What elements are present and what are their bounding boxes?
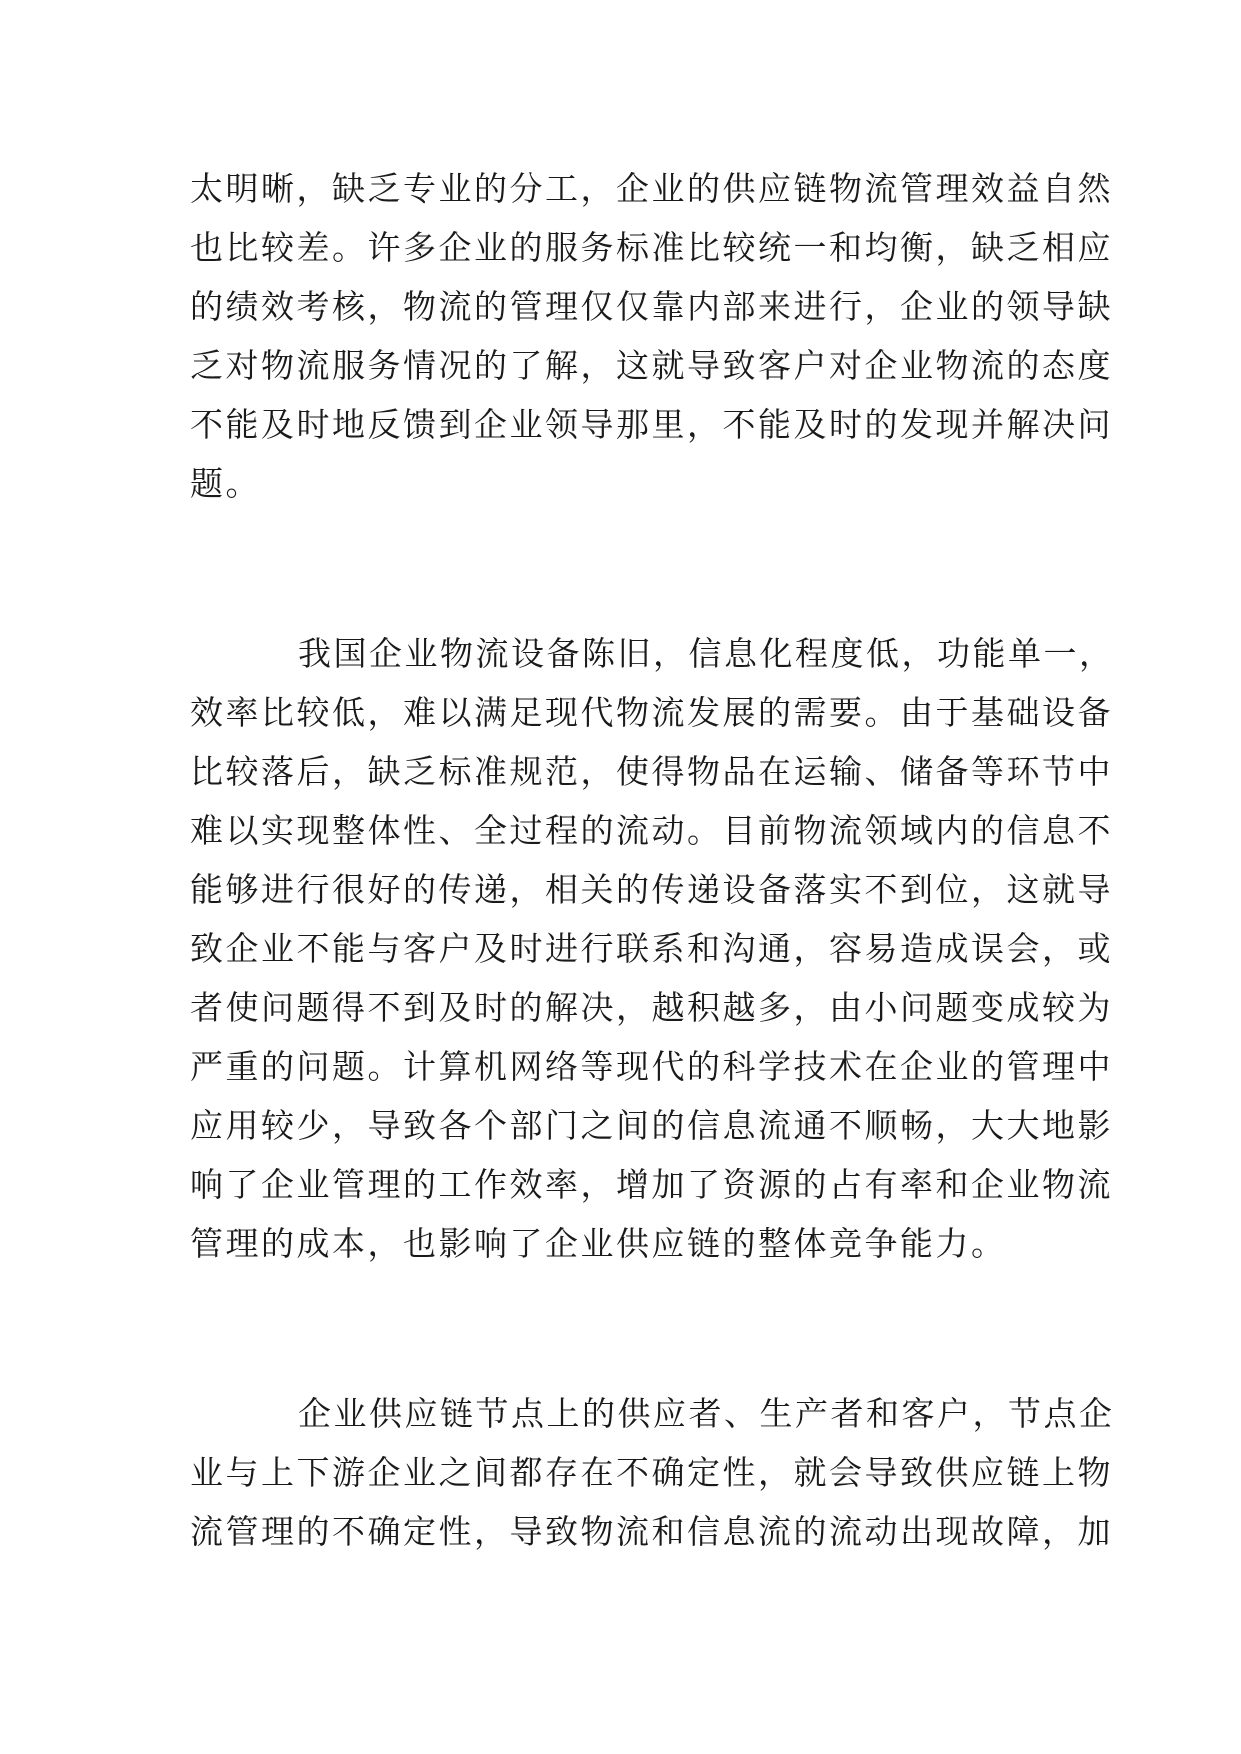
text-line: 乏对物流服务情况的了解，这就导致客户对企业物流的态度: [190, 346, 1113, 385]
text-line: 流管理的不确定性，导致物流和信息流的流动出现故障，加: [190, 1512, 1113, 1551]
text-line: 业与上下游企业之间都存在不确定性，就会导致供应链上物: [190, 1453, 1113, 1492]
text-line: 太明晰，缺乏专业的分工，企业的供应链物流管理效益自然: [190, 169, 1113, 208]
text-line: 响了企业管理的工作效率，增加了资源的占有率和企业物流: [190, 1165, 1113, 1204]
paragraph-3: [190, 1384, 1115, 1561]
text-line: 也比较差。许多企业的服务标准比较统一和均衡，缺乏相应: [190, 228, 1113, 267]
text-line: 的绩效考核，物流的管理仅仅靠内部来进行，企业的领导缺: [190, 287, 1113, 326]
text-line: 严重的问题。计算机网络等现代的科学技术在企业的管理中: [190, 1047, 1113, 1086]
text-line: 比较落后，缺乏标准规范，使得物品在运输、储备等环节中: [190, 752, 1113, 791]
paragraph-2: [190, 624, 1115, 1273]
text-line: 管理的成本，也影响了企业供应链的整体竞争能力。: [190, 1224, 1007, 1263]
text-line: 不能及时地反馈到企业领导那里，不能及时的发现并解决问: [190, 405, 1113, 444]
text-line: 效率比较低，难以满足现代物流发展的需要。由于基础设备: [190, 693, 1113, 732]
text-line: 企业供应链节点上的供应者、生产者和客户，节点企: [298, 1394, 1115, 1433]
text-line: 者使问题得不到及时的解决，越积越多，由小问题变成较为: [190, 988, 1113, 1027]
paragraph-1: [190, 159, 1113, 513]
text-line: 能够进行很好的传递，相关的传递设备落实不到位，这就导: [190, 870, 1113, 909]
text-line: 难以实现整体性、全过程的流动。目前物流领域内的信息不: [190, 811, 1113, 850]
text-line: 题。: [190, 464, 261, 503]
text-line: 我国企业物流设备陈旧，信息化程度低，功能单一，: [298, 634, 1115, 673]
text-line: 应用较少，导致各个部门之间的信息流通不顺畅，大大地影: [190, 1106, 1113, 1145]
text-line: 致企业不能与客户及时进行联系和沟通，容易造成误会，或: [190, 929, 1113, 968]
